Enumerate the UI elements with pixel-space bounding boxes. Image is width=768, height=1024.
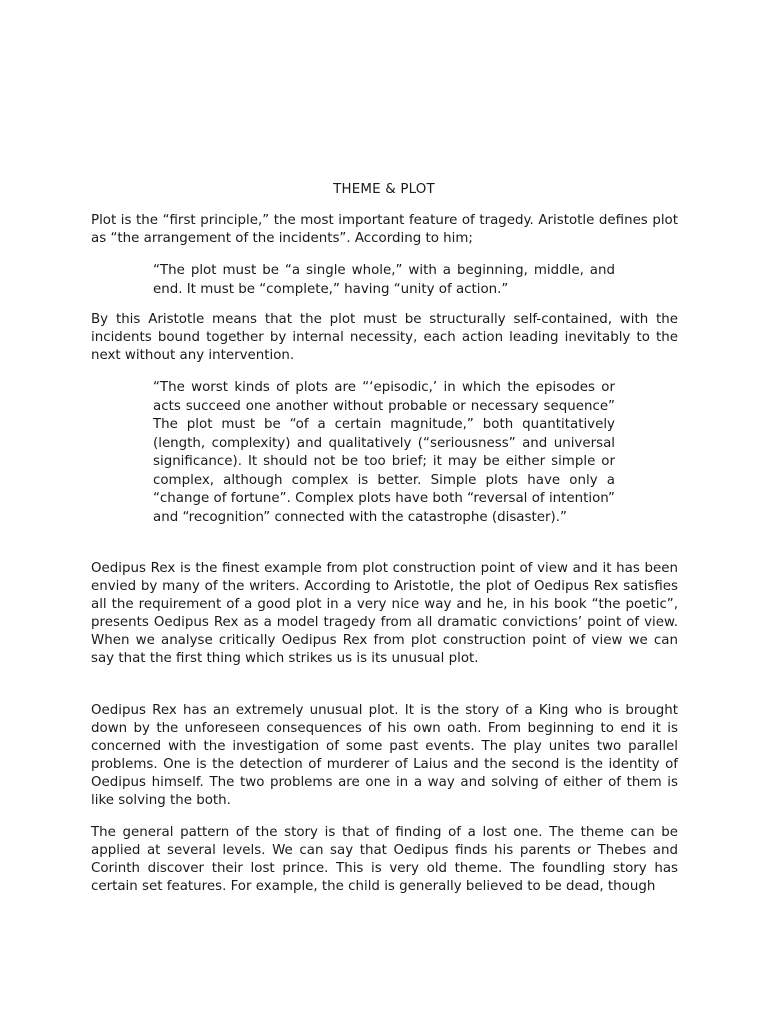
block-quote-single-whole: “The plot must be “a single whole,” with a beginning, middle, and end. It must be “complete,” having “unity of action.” bbox=[153, 263, 615, 297]
paragraph-general-pattern: The general pattern of the story is that of finding of a lost one. The theme can be applied at several levels. We can say that Oedipus finds his parents or Thebes and Corinth discover their lost prince. This is very old theme. The foundling story has certain set features. For example, the child is generally believed to be dead, though bbox=[91, 825, 678, 894]
paragraph-oedipus-example: Oedipus Rex is the finest example from plot construction point of view and it has been envied by many of the writers. According to Aristotle, the plot of Oedipus Rex satisfies all the requirement of a good plot in a very nice way and he, in his book “the poetic”, presents Oedipus Rex as a model tragedy from all dramatic convictions’ point of view. When we analyse critically Oedipus Rex from plot construction point of view we can say that the first thing which strikes us is its unusual plot. bbox=[91, 561, 678, 666]
paragraph-unusual-plot: Oedipus Rex has an extremely unusual plot. It is the story of a King who is brought down by the unforeseen consequences of his own oath. From beginning to end it is concerned with the investigation of some past events. The play unites two parallel problems. One is the detection of murderer of Laius and the second is the identity of Oedipus himself. The two problems are one in a way and solving of either of them is like solving the both. bbox=[91, 703, 678, 808]
paragraph-plot-definition: Plot is the “first principle,” the most important feature of tragedy. Aristotle defines plot as “the arrangement of the incidents”. According to him; bbox=[91, 213, 678, 246]
block-quote-episodic-plots: “The worst kinds of plots are “‘episodic,’ in which the episodes or acts succeed one another without probable or necessary sequence” The plot must be “of a certain magnitude,” both quantitatively (length, complexity) and qualitatively (“seriousness” and universal significance). It should not be too brief; it may be either simple or complex, although complex is better. Simple plots have only a “change of fortune”. Complex plots have both “reversal of intention” and “recognition” connected with the catastrophe (disaster).” bbox=[153, 380, 615, 525]
page-title: THEME & PLOT bbox=[333, 182, 435, 197]
paragraph-self-contained: By this Aristotle means that the plot must be structurally self-contained, with the incidents bound together by internal necessity, each action leading inevitably to the next without any intervention. bbox=[91, 312, 678, 363]
